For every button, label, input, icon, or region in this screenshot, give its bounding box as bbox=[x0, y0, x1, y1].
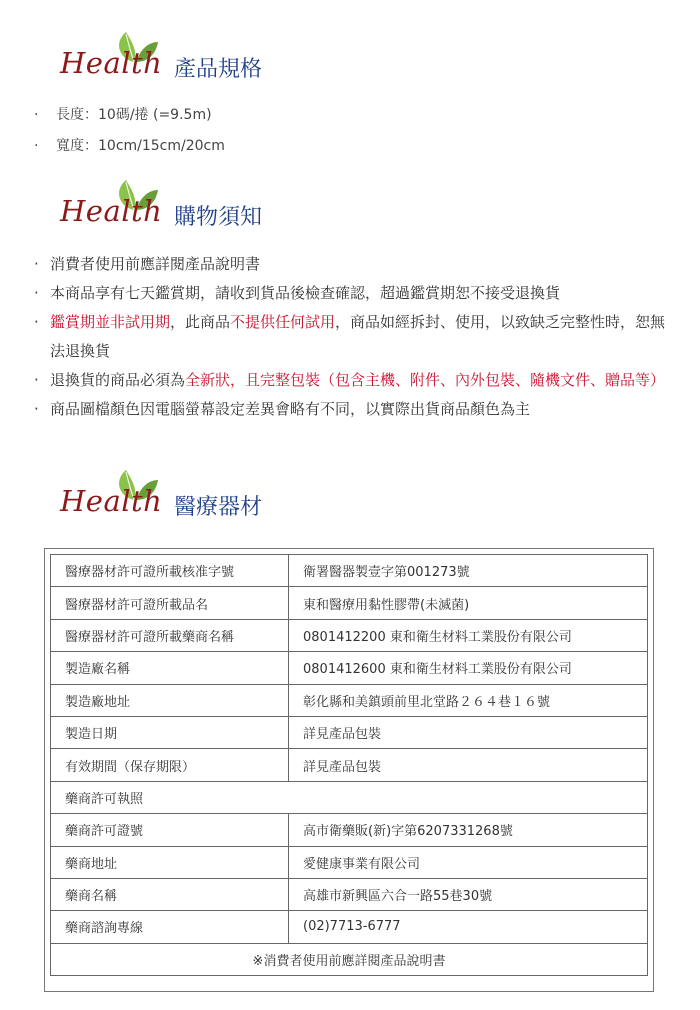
table-row: 醫療器材許可證所載品名 東和醫療用黏性膠帶(未滅菌) bbox=[51, 587, 648, 619]
section-header-notice bbox=[60, 176, 460, 236]
spec-list bbox=[34, 100, 225, 162]
highlight-text: 不提供任何試用 bbox=[230, 313, 336, 331]
section-header-spec bbox=[60, 28, 460, 88]
table-row: 醫療器材許可證所載核准字號 衛署醫器製壹字第001273號 bbox=[51, 555, 648, 587]
spec-item-width: · 寬度：10cm/15cm/20cm bbox=[34, 138, 225, 154]
section-title: 醫療器材 bbox=[174, 495, 263, 520]
medical-info-table bbox=[50, 554, 648, 976]
notice-item: · 消費者使用前應詳閱產品說明書 bbox=[34, 255, 261, 273]
notice-item: · 退換貨的商品必須為全新狀，且完整包裝（包含主機、附件、內外包裝、隨機文件、贈品等） bbox=[34, 371, 666, 389]
table-row: 醫療器材許可證所載藥商名稱 0801412200 東和衛生材料工業股份有限公司 bbox=[51, 619, 648, 651]
table-row: 製造日期 詳見產品包裝 bbox=[51, 716, 648, 748]
table-row: 藥商地址 愛健康事業有限公司 bbox=[51, 846, 648, 878]
notice-list bbox=[34, 250, 674, 424]
medical-info-table-frame bbox=[44, 548, 654, 992]
table-row: 製造廠名稱 0801412600 東和衛生材料工業股份有限公司 bbox=[51, 652, 648, 684]
brand-logo-text: Health bbox=[60, 484, 163, 518]
notice-item: · 商品圖檔顏色因電腦螢幕設定差異會略有不同，以實際出貨商品顏色為主 bbox=[34, 400, 531, 418]
notice-item: · 鑑賞期並非試用期，此商品不提供任何試用，商品如經拆封、使用，以致缺乏完整性時，恕無法退換貨 bbox=[34, 313, 666, 360]
spec-item-length: · 長度：10碼/捲 (=9.5m) bbox=[34, 107, 212, 123]
brand-logo-text: Health bbox=[60, 194, 163, 228]
section-title: 產品規格 bbox=[174, 57, 263, 82]
table-row: 製造廠地址 彰化縣和美鎮頭前里北堂路２６４巷１６號 bbox=[51, 684, 648, 716]
section-header-medical bbox=[60, 466, 460, 526]
table-footer-row: ※消費者使用前應詳閱產品說明書 bbox=[51, 943, 648, 975]
table-row: 藥商諮詢專線 (02)7713-6777 bbox=[51, 911, 648, 943]
table-row: 有效期間（保存期限） 詳見產品包裝 bbox=[51, 749, 648, 781]
brand-logo-text: Health bbox=[60, 46, 163, 80]
license-header-row: 藥商許可執照 bbox=[51, 781, 648, 813]
highlight-text: 全新狀，且完整包裝（包含主機、附件、內外包裝、隨機文件、贈品等） bbox=[185, 371, 666, 389]
notice-item: · 本商品享有七天鑑賞期，請收到貨品後檢查確認，超過鑑賞期恕不接受退換貨 bbox=[34, 284, 561, 302]
table-row: 藥商許可證號 高市衛藥販(新)字第6207331268號 bbox=[51, 814, 648, 846]
highlight-text: 鑑賞期並非試用期 bbox=[50, 313, 171, 331]
section-title: 購物須知 bbox=[174, 205, 263, 230]
table-row: 藥商名稱 高雄市新興區六合一路55巷30號 bbox=[51, 878, 648, 910]
